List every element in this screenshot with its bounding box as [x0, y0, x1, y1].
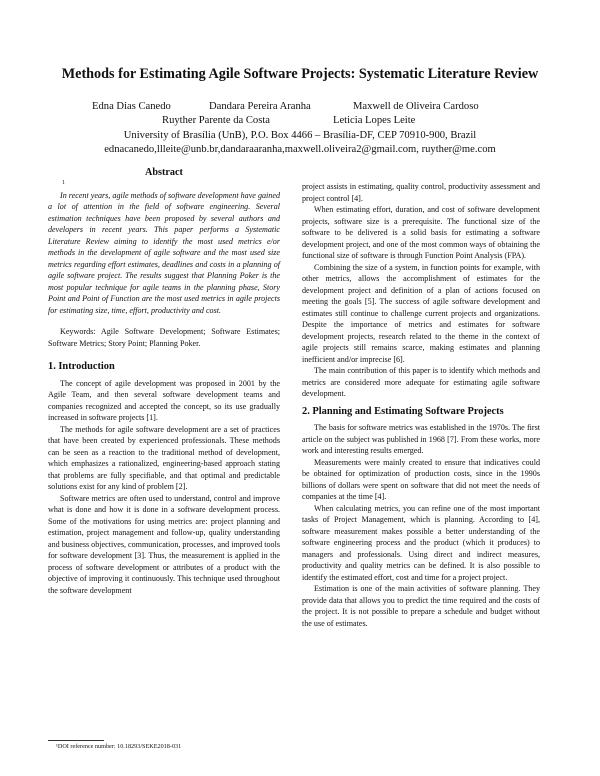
paragraph: Measurements were mainly created to ensure that indicatives could be obtained for optimization of production costs, since in the 1990s billions of dollars were spent on software that did not meet the needs of companies at the time [4]. — [302, 457, 540, 501]
paragraph: When estimating effort, duration, and cost of software development projects, software size is a prerequisite. The functional size of the software to be delivered is a solid basis for estimating a software development project, and one of the most common ways of obtaining the functional size of software is through Function Point Analysis (FPA). — [302, 205, 540, 260]
author-name: Leticia Lopes Leite — [333, 115, 416, 126]
abstract-heading: Abstract — [145, 167, 183, 178]
paragraph: project assists in estimating, quality control, productivity assessment and project control [4]. — [302, 182, 540, 203]
paragraph: Software metrics are often used to understand, control and improve what is done and how it is done in a software development process. Some of the motivations for using metrics are: project planning and estimation, project management and follow-up, quality understanding and business objectives, communication, processes, and improved tools for software development [3]. Thus, the measurement is applied in the process of software development or attributes of a product with the objective of improving it continuously. This technique used throughout the software development — [48, 493, 280, 595]
footnote: ¹DOI reference number: 10.18293/SEKE2018-031 — [56, 743, 182, 750]
paragraph: The methods for agile software development are a set of practices that have been created by experienced professionals. These methods can be seen as a reaction to the traditional method of development, which emphasizes a rationalized, engineering-based approach stating that problems are fully specifiable, and that optimal and predictable solutions exist for any kind of problem [2]. — [48, 424, 280, 491]
keywords: Keywords: Agile Software Development; Software Estimates; Software Metrics; Story Point; Planning Poker. — [48, 327, 280, 348]
section-heading-introduction: 1. Introduction — [48, 361, 115, 372]
author-name: Edna Dias Canedo — [92, 101, 171, 112]
right-column — [302, 181, 540, 629]
paragraph: The basis for software metrics was established in the 1970s. The first article on the subject was published in 1968 [7]. From these works, more work and interesting results emerged. — [302, 423, 540, 455]
author-name: Ruyther Parente da Costa — [162, 115, 270, 126]
affiliation: University of Brasília (UnB), P.O. Box 4466 – Brasília-DF, CEP 70910-900, Brazil — [123, 130, 477, 141]
author-name: Maxwell de Oliveira Cardoso — [353, 101, 479, 112]
author-emails: ednacanedo,llleite@unb.br,dandaraaranha,maxwell.oliveira2@gmail.com, ruyther@me.com — [104, 144, 496, 155]
abstract-text: In recent years, agile methods of software development have gained a lot of attention in the field of software engineering. Several estimation techniques have been proposed by several authors and developers in recent years. This paper performs a Systematic Literature Review aiming to identify the most used metrics e/or methods in the development of agile software and the most used size metrics regarding effort estimates, deadlines and costs in a planning of agile software project. The results suggest that Planning Poker is the most popular technique for agile teams in the planning phase, Story Point and Point of Function are the most used metrics in agile projects for estimating size, time, effort, productivity and cost. — [48, 190, 280, 315]
left-column — [48, 167, 280, 596]
paragraph: The main contribution of this paper is to identify which methods and metrics are considered more adequate for estimating agile software development. — [302, 366, 540, 398]
paragraph: Estimation is one of the main activities of software planning. They provide data that allows you to predict the time required and the costs of the project. It is not possible to prepare a schedule and budget without the use of estimates. — [302, 584, 540, 628]
paper-title: Methods for Estimating Agile Software Projects: Systematic Literature Review — [61, 66, 539, 82]
paragraph: When calculating metrics, you can refine one of the most important tasks of Project Management, which is planning. According to [4], software measurement makes possible a better understanding of the software engineering process and the product (which it produces) to managers and professionals. Using direct and indirect measures, productivity and quality metrics can be defined. It is also possible to identify the estimated effort, cost and time for a project project. — [302, 503, 540, 582]
section-heading-planning: 2. Planning and Estimating Software Projects — [302, 405, 504, 417]
footnote-marker: 1 — [62, 180, 65, 186]
paragraph: The concept of agile development was proposed in 2001 by the Agile Team, and then several software development teams and companies recognized and accepted the concept, so its use gradually increased in software projects [1]. — [48, 378, 280, 422]
author-name: Dandara Pereira Aranha — [209, 101, 311, 112]
paragraph: Combining the size of a system, in function points for example, with other metrics, allows the accomplishment of estimates for the development project and definition of a plan of actions focused on meeting the goals [5]. The success of agile software development and estimates still continue to challenge current projects and organizations. Despite the importance of metrics and estimates for software development projects, research related to the theme in the context of agile projects still remains scarce, making estimates and planning inefficient and/or imprecise [6]. — [302, 262, 540, 364]
footnote-rule — [48, 740, 104, 741]
